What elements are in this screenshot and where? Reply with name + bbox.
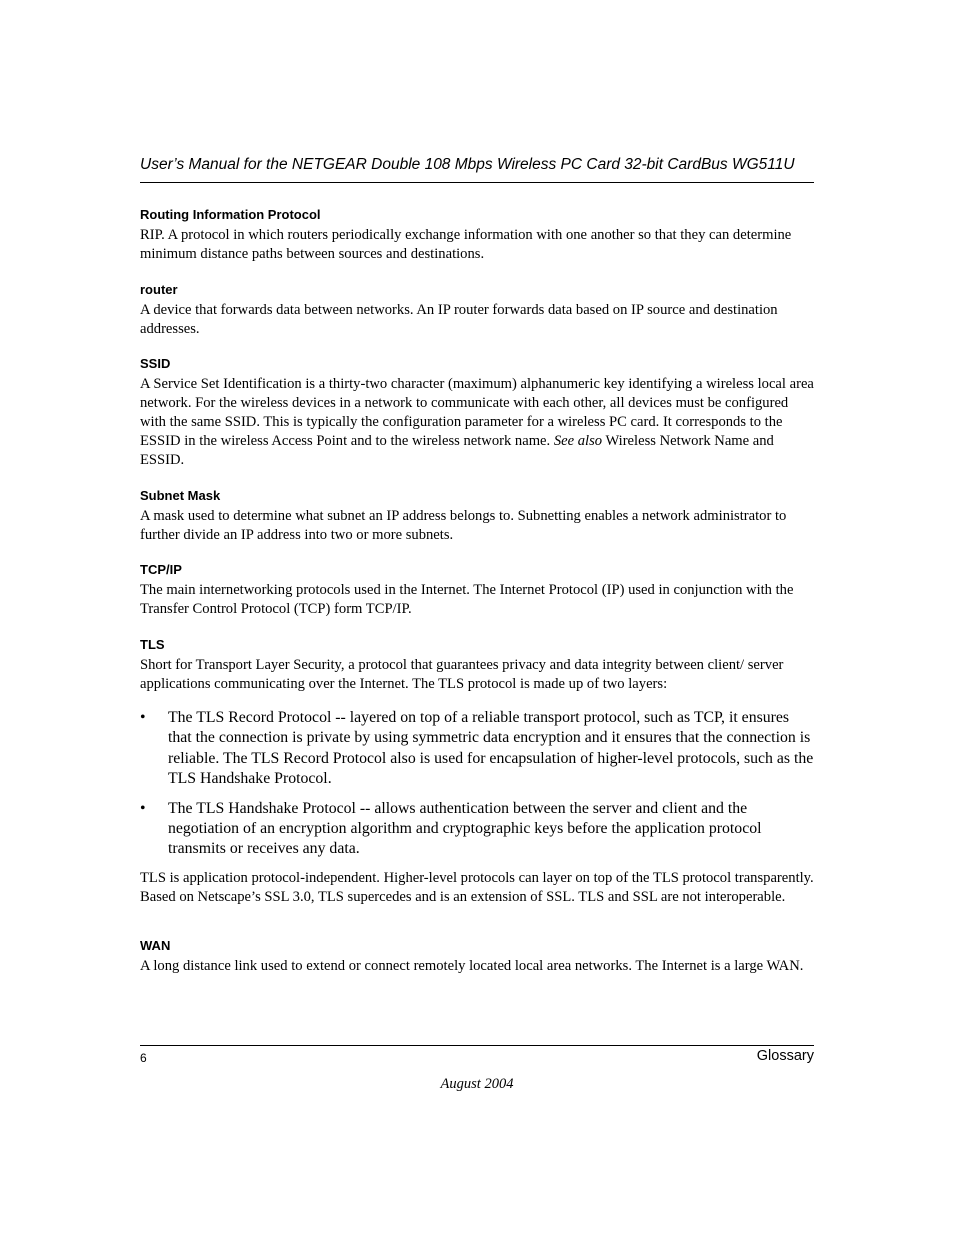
header-rule bbox=[140, 182, 814, 183]
page-number: 6 bbox=[140, 1051, 147, 1065]
page-header bbox=[140, 155, 814, 175]
term-name: Subnet Mask bbox=[140, 488, 221, 503]
bullet-mark: • bbox=[140, 799, 146, 817]
term-definition: RIP. A protocol in which routers periodically exchange information with one another so that they can determine minimum distance paths between sources and destinations. bbox=[140, 227, 792, 262]
header-title: User’s Manual for the NETGEAR Double 108 Mbps Wireless PC Card 32-bit CardBus WG511U bbox=[140, 156, 795, 173]
term-definition bbox=[140, 375, 814, 470]
bullet-item bbox=[140, 708, 814, 790]
glossary-entry-tls bbox=[140, 636, 814, 907]
term-name: TLS bbox=[140, 637, 165, 652]
term-definition: The main internetworking protocols used in the Internet. The Internet Protocol (IP) used in conjunction with the Transfer Control Protocol (TCP) form TCP/IP. bbox=[140, 582, 794, 617]
glossary-entry-rip bbox=[140, 206, 814, 264]
bullet-mark: • bbox=[140, 709, 146, 726]
term-definition: A mask used to determine what subnet an IP address belongs to. Subnetting enables a network administrator to further divide an IP address into two or more subnets. bbox=[140, 508, 787, 543]
glossary-entry-subnet-mask bbox=[140, 487, 814, 545]
footer-rule bbox=[140, 1045, 814, 1046]
glossary-entry-router bbox=[140, 281, 814, 339]
term-name: Routing Information Protocol bbox=[140, 207, 321, 222]
see-also-target: Wireless Network Name and ESSID. bbox=[140, 433, 774, 468]
term-definition: A device that forwards data between networks. An IP router forwards data based on IP source and destination addresses. bbox=[140, 302, 778, 337]
publication-date: August 2004 bbox=[440, 1076, 514, 1092]
glossary-entry-wan bbox=[140, 937, 814, 976]
definition-text: A Service Set Identification is a thirty-two character (maximum) alphanumeric key identifying a wireless local area network. For the wireless devices in a network to communicate with each other, all devices must be configured with the same SSID. This is typically the configuration parameter for a wireless PC card. It corresponds to the ESSID in the wireless Access Point and to the wireless network name. bbox=[140, 376, 814, 449]
glossary-entry-ssid bbox=[140, 355, 814, 470]
bullet-text: The TLS Handshake Protocol -- allows authentication between the server and client and the negotiation of an encryption algorithm and cryptographic keys before the application protocol transmits or receives any data. bbox=[168, 799, 762, 858]
term-name: WAN bbox=[140, 938, 171, 953]
term-name: TCP/IP bbox=[140, 562, 182, 577]
section-name: Glossary bbox=[756, 1048, 814, 1064]
bullet-text: The TLS Record Protocol -- layered on top of a reliable transport protocol, such as TCP, it ensures that the connection is private by using symmetric data encryption and it ensures that the connection is reliable. The TLS Record Protocol also is used for encapsulation of higher-level protocols, such as the TLS Handshake Protocol. bbox=[168, 709, 814, 788]
term-name: SSID bbox=[140, 356, 171, 371]
term-name: router bbox=[140, 282, 178, 297]
bullet-item bbox=[140, 799, 814, 860]
term-note: TLS is application protocol-independent. Higher-level protocols can layer on top of the TLS protocol transparently. Based on Netscape’s SSL 3.0, TLS supercedes and is an extension of SSL. TLS and SSL are not interoperable. bbox=[140, 869, 814, 905]
glossary-entry-tcpip bbox=[140, 561, 814, 619]
bullet-list bbox=[140, 708, 814, 860]
term-definition: Short for Transport Layer Security, a protocol that guarantees privacy and data integrity between client/ server applications communicating over the Internet. The TLS protocol is made up of two layers: bbox=[140, 657, 784, 692]
term-definition: A long distance link used to extend or connect remotely located local area networks. The Internet is a large WAN. bbox=[140, 958, 804, 974]
see-also-label: See also bbox=[553, 433, 603, 449]
